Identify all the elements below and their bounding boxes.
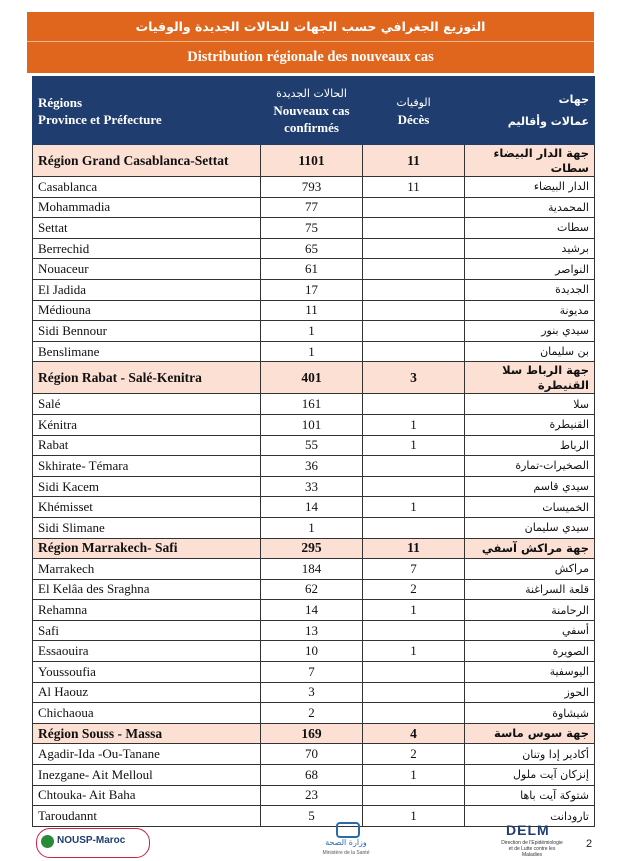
banner-title-french: Distribution régionale des nouveaux cas — [187, 49, 434, 65]
table-row — [33, 341, 595, 362]
cell-name-arabic: سطات — [465, 218, 595, 239]
cell-new-cases: 101 — [261, 414, 363, 435]
cell-name-arabic: اليوسفية — [465, 662, 595, 683]
cell-name-arabic: جهة الدار البيضاء سطات — [465, 145, 595, 177]
table-row — [33, 435, 595, 456]
nousp-logo — [36, 828, 150, 858]
header-regions-arabic — [465, 77, 595, 145]
table-row — [33, 682, 595, 703]
cell-name-arabic: جهة الرباط سلا القنيطرة — [465, 362, 595, 394]
cell-name: El Kelâa des Sraghna — [33, 579, 261, 600]
table-row — [33, 394, 595, 415]
cell-deaths: 11 — [363, 145, 465, 177]
table-row — [33, 641, 595, 662]
cell-new-cases: 3 — [261, 682, 363, 703]
cell-new-cases: 5 — [261, 806, 363, 827]
cell-new-cases: 1 — [261, 341, 363, 362]
cell-deaths — [363, 341, 465, 362]
cell-deaths: 11 — [363, 177, 465, 198]
cell-name-arabic: النواصر — [465, 259, 595, 280]
region-row — [33, 723, 595, 744]
cell-new-cases: 62 — [261, 579, 363, 600]
cell-name-arabic: جهة مراكش آسفي — [465, 538, 595, 559]
cell-deaths: 2 — [363, 744, 465, 765]
cell-name: Skhirate- Témara — [33, 456, 261, 477]
header-deaths — [363, 77, 465, 145]
table-row — [33, 279, 595, 300]
cell-name-arabic: الرحامنة — [465, 600, 595, 621]
cell-deaths: 1 — [363, 806, 465, 827]
cell-deaths — [363, 456, 465, 477]
ministry-emblem-icon — [336, 822, 360, 838]
cell-deaths — [363, 394, 465, 415]
table-row — [33, 456, 595, 477]
cell-deaths: 1 — [363, 435, 465, 456]
cell-new-cases: 793 — [261, 177, 363, 198]
cell-name-arabic: مديونة — [465, 300, 595, 321]
ministry-logo-arabic: وزارة الصحة — [325, 838, 367, 847]
cell-deaths — [363, 476, 465, 497]
table-header-row — [33, 77, 595, 145]
cell-deaths — [363, 321, 465, 342]
table-row — [33, 785, 595, 806]
cell-name: Khémisset — [33, 497, 261, 518]
cell-name: Nouaceur — [33, 259, 261, 280]
table-row — [33, 177, 595, 198]
cell-deaths — [363, 682, 465, 703]
cell-deaths: 1 — [363, 641, 465, 662]
cell-deaths: 4 — [363, 723, 465, 744]
cell-deaths: 2 — [363, 579, 465, 600]
cell-name: Kénitra — [33, 414, 261, 435]
cell-new-cases: 169 — [261, 723, 363, 744]
cell-deaths: 11 — [363, 538, 465, 559]
regional-cases-table — [32, 76, 595, 827]
cell-name: Youssoufia — [33, 662, 261, 683]
cell-name: Rabat — [33, 435, 261, 456]
cell-new-cases: 65 — [261, 238, 363, 259]
cell-new-cases: 13 — [261, 620, 363, 641]
cell-name: Agadir-Ida -Ou-Tanane — [33, 744, 261, 765]
table-row — [33, 620, 595, 641]
cell-deaths: 1 — [363, 765, 465, 786]
nousp-mark-icon — [41, 835, 54, 848]
cell-name-arabic: سيدي قاسم — [465, 476, 595, 497]
nousp-logo-text: NOUSP-Maroc — [57, 835, 126, 846]
table-row — [33, 238, 595, 259]
cell-name-arabic: شيشاوة — [465, 703, 595, 724]
header-regions-arabic-label: جهات — [558, 92, 589, 106]
header-regions-label: Régions — [38, 94, 83, 110]
cell-new-cases: 295 — [261, 538, 363, 559]
cell-name-arabic: سلا — [465, 394, 595, 415]
table-body — [33, 145, 595, 827]
cell-name: Région Grand Casablanca-Settat — [33, 145, 261, 177]
page-footer — [0, 818, 631, 861]
cell-name: Région Souss - Massa — [33, 723, 261, 744]
header-new-cases — [261, 77, 363, 145]
cell-new-cases: 75 — [261, 218, 363, 239]
cell-deaths: 1 — [363, 414, 465, 435]
cell-new-cases: 10 — [261, 641, 363, 662]
cell-name-arabic: الدار البيضاء — [465, 177, 595, 198]
cell-new-cases: 14 — [261, 497, 363, 518]
cell-name-arabic: الصخيرات-تمارة — [465, 456, 595, 477]
cell-deaths — [363, 197, 465, 218]
cell-new-cases: 7 — [261, 662, 363, 683]
cell-name: Inezgane- Ait Melloul — [33, 765, 261, 786]
table-row — [33, 559, 595, 580]
cell-new-cases: 33 — [261, 476, 363, 497]
cell-new-cases: 161 — [261, 394, 363, 415]
cell-deaths — [363, 300, 465, 321]
cell-name: Benslimane — [33, 341, 261, 362]
page-number: 2 — [586, 838, 593, 850]
table-row — [33, 600, 595, 621]
cell-deaths: 3 — [363, 362, 465, 394]
cell-name: Casablanca — [33, 177, 261, 198]
title-banner — [27, 12, 594, 73]
header-new-cases-label: Nouveaux cas confirmés — [273, 103, 350, 135]
cell-name: Essaouira — [33, 641, 261, 662]
header-regions — [33, 77, 261, 145]
delm-logo-subtitle: Direction de l'Epidémiologie et de Lutte contre les Maladies — [501, 840, 563, 858]
cell-name-arabic: الصويرة — [465, 641, 595, 662]
cell-deaths — [363, 703, 465, 724]
cell-new-cases: 401 — [261, 362, 363, 394]
cell-deaths — [363, 279, 465, 300]
cell-deaths: 1 — [363, 497, 465, 518]
cell-name: Taroudannt — [33, 806, 261, 827]
table-row — [33, 703, 595, 724]
cell-name: Berrechid — [33, 238, 261, 259]
cell-name: Settat — [33, 218, 261, 239]
cell-new-cases: 61 — [261, 259, 363, 280]
cell-deaths — [363, 218, 465, 239]
cell-name: Salé — [33, 394, 261, 415]
cell-new-cases: 1101 — [261, 145, 363, 177]
header-prefectures-arabic-label: عمالات وأقاليم — [507, 114, 589, 128]
ministry-logo — [320, 822, 372, 860]
cell-name: Mohammadia — [33, 197, 261, 218]
cell-deaths — [363, 662, 465, 683]
table-row — [33, 321, 595, 342]
region-row — [33, 362, 595, 394]
cell-name: Al Haouz — [33, 682, 261, 703]
cell-name: El Jadida — [33, 279, 261, 300]
cell-name-arabic: برشيد — [465, 238, 595, 259]
cell-name-arabic: الرباط — [465, 435, 595, 456]
table-row — [33, 579, 595, 600]
cell-deaths — [363, 785, 465, 806]
cell-name: Médiouna — [33, 300, 261, 321]
cell-deaths — [363, 517, 465, 538]
banner-title-arabic: التوزيع الجغرافي حسب الجهات للحالات الجديدة والوفيات — [135, 19, 486, 34]
cell-name-arabic: الحوز — [465, 682, 595, 703]
table-row — [33, 662, 595, 683]
header-new-cases-arabic: الحالات الجديدة — [276, 87, 347, 100]
cell-name: Chtouka- Ait Baha — [33, 785, 261, 806]
cell-name-arabic: المحمدية — [465, 197, 595, 218]
table-row — [33, 414, 595, 435]
cell-new-cases: 36 — [261, 456, 363, 477]
cell-name-arabic: شتوكة آيت باها — [465, 785, 595, 806]
cell-name-arabic: الخميسات — [465, 497, 595, 518]
header-deaths-arabic: الوفيات — [396, 95, 431, 109]
cell-name-arabic: سيدي سليمان — [465, 517, 595, 538]
ministry-logo-subtitle: Ministère de la Santé — [322, 850, 370, 856]
cell-name-arabic: بن سليمان — [465, 341, 595, 362]
cell-name-arabic: جهة سوس ماسة — [465, 723, 595, 744]
table-row — [33, 765, 595, 786]
table-row — [33, 218, 595, 239]
cell-new-cases: 1 — [261, 321, 363, 342]
cell-new-cases: 1 — [261, 517, 363, 538]
cell-deaths: 1 — [363, 600, 465, 621]
cell-name: Sidi Kacem — [33, 476, 261, 497]
table-row — [33, 300, 595, 321]
cell-name-arabic: أكادير إدا وتنان — [465, 744, 595, 765]
table-row — [33, 197, 595, 218]
region-row — [33, 145, 595, 177]
table-row — [33, 517, 595, 538]
cell-name: Marrakech — [33, 559, 261, 580]
cell-name: Chichaoua — [33, 703, 261, 724]
cell-new-cases: 14 — [261, 600, 363, 621]
table-row — [33, 497, 595, 518]
cell-new-cases: 77 — [261, 197, 363, 218]
cell-name: Région Rabat - Salé-Kenitra — [33, 362, 261, 394]
table-row — [33, 476, 595, 497]
cell-name: Sidi Slimane — [33, 517, 261, 538]
cell-name-arabic: مراكش — [465, 559, 595, 580]
delm-logo — [500, 820, 564, 860]
delm-logo-text: DELM — [506, 822, 550, 838]
cell-new-cases: 17 — [261, 279, 363, 300]
cell-name: Région Marrakech- Safi — [33, 538, 261, 559]
region-row — [33, 538, 595, 559]
cell-new-cases: 2 — [261, 703, 363, 724]
cell-new-cases: 70 — [261, 744, 363, 765]
cell-name: Sidi Bennour — [33, 321, 261, 342]
cell-new-cases: 23 — [261, 785, 363, 806]
cell-new-cases: 184 — [261, 559, 363, 580]
cell-name-arabic: أسفي — [465, 620, 595, 641]
cell-name-arabic: إنزكان آيت ملول — [465, 765, 595, 786]
cell-name: Rehamna — [33, 600, 261, 621]
cell-new-cases: 11 — [261, 300, 363, 321]
cell-name: Safi — [33, 620, 261, 641]
header-province-label: Province et Préfecture — [38, 111, 162, 127]
header-deaths-label: Décès — [397, 111, 430, 127]
cell-new-cases: 68 — [261, 765, 363, 786]
cell-deaths — [363, 620, 465, 641]
cell-name-arabic: الجديدة — [465, 279, 595, 300]
cell-name-arabic: سيدي بنور — [465, 321, 595, 342]
cell-deaths — [363, 238, 465, 259]
cell-new-cases: 55 — [261, 435, 363, 456]
cell-name-arabic: قلعة السراغنة — [465, 579, 595, 600]
cell-name-arabic: القنيطرة — [465, 414, 595, 435]
cell-deaths: 7 — [363, 559, 465, 580]
table-row — [33, 259, 595, 280]
cell-name-arabic: تارودانت — [465, 806, 595, 827]
cell-deaths — [363, 259, 465, 280]
table-row — [33, 744, 595, 765]
banner-divider — [27, 41, 594, 42]
